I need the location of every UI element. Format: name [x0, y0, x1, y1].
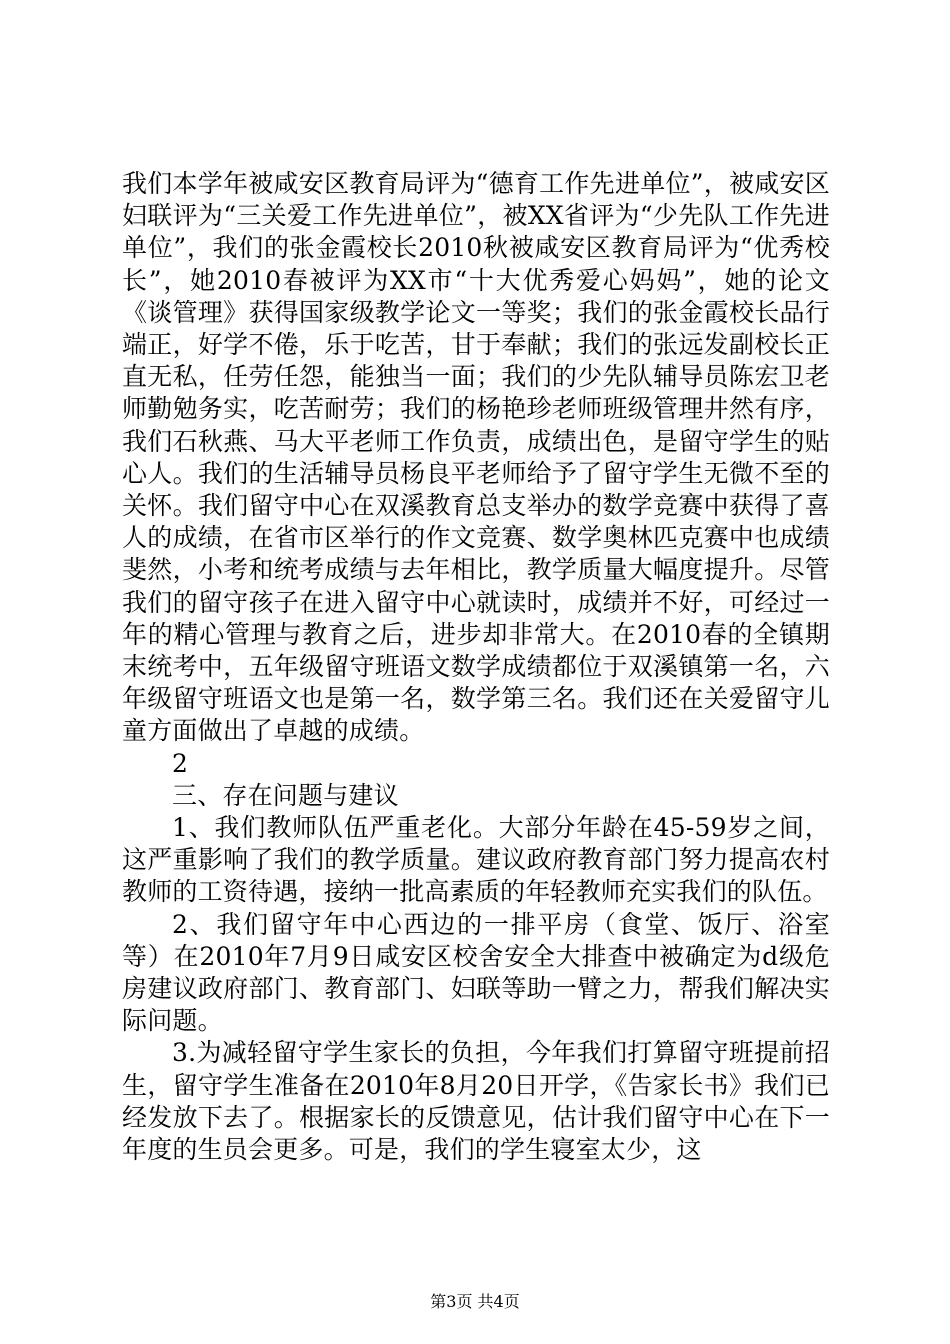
paragraph-number: 2: [172, 748, 189, 778]
paragraph-item-3: 3.为减轻留守学生家长的负担，今年我们打算留守班提前招生，留守学生准备在2010年8月20日开学，《告家长书》我们已经发放下去了。根据家长的反馈意见，估计我们留守中心在下一年度的生员会更多。可是，我们的学生寝室太少，这: [122, 1038, 830, 1165]
section-heading: 三、存在问题与建议: [172, 780, 399, 810]
paragraph-item-1: 1、我们教师队伍严重老化。大部分年龄在45-59岁之间，这严重影响了我们的教学质量。建议政府教育部门努力提高农村教师的工资待遇，接纳一批高素质的年轻教师充实我们的队伍。: [122, 813, 830, 907]
paragraph-achievements: 我们本学年被咸安区教育局评为“德育工作先进单位”，被咸安区妇联评为“三关爱工作先进单位”，被XX省评为“少先队工作先进单位”，我们的张金霞校长2010秋被咸安区教育局评为“优秀校长”，她2010春被评为XX市“十大优秀爱心妈妈”，她的论文《谈管理》获得国家级教学论文一等奖；我们的张金霞校长品行端正，好学不倦，乐于吃苦，甘于奉献；我们的张远发副校长正直无私，任劳任怨，能独当一面；我们的少先队辅导员陈宏卫老师勤勉务实，吃苦耐劳；我们的杨艳珍老师班级管理井然有序，我们石秋燕、马大平老师工作负责，成绩出色，是留守学生的贴心人。我们的生活辅导员杨良平老师给予了留守学生无微不至的关怀。我们留守中心在双溪教育总支举办的数学竞赛中获得了喜人的成绩，在省市区举行的作文竞赛、数学奥林匹克赛中也成绩斐然，小考和统考成绩与去年相比，教学质量大幅度提升。尽管我们的留守孩子在进入留守中心就读时，成绩并不好，可经过一年的精心管理与教育之后，进步却非常大。在2010春的全镇期末统考中，五年级留守班语文数学成绩都位于双溪镇第一名，六年级留守班语文也是第一名，数学第三名。我们还在关爱留守儿童方面做出了卓越的成绩。: [122, 169, 830, 746]
paragraph-item-2: 2、我们留守年中心西边的一排平房（食堂、饭厅、浴室等）在2010年7月9日咸安区校舍安全大排查中被确定为d级危房建议政府部门、教育部门、妇联等助一臂之力，帮我们解决实际问题。: [122, 909, 830, 1036]
document-body: [122, 168, 830, 1166]
page-footer: 第3页 共4页: [430, 1292, 520, 1311]
